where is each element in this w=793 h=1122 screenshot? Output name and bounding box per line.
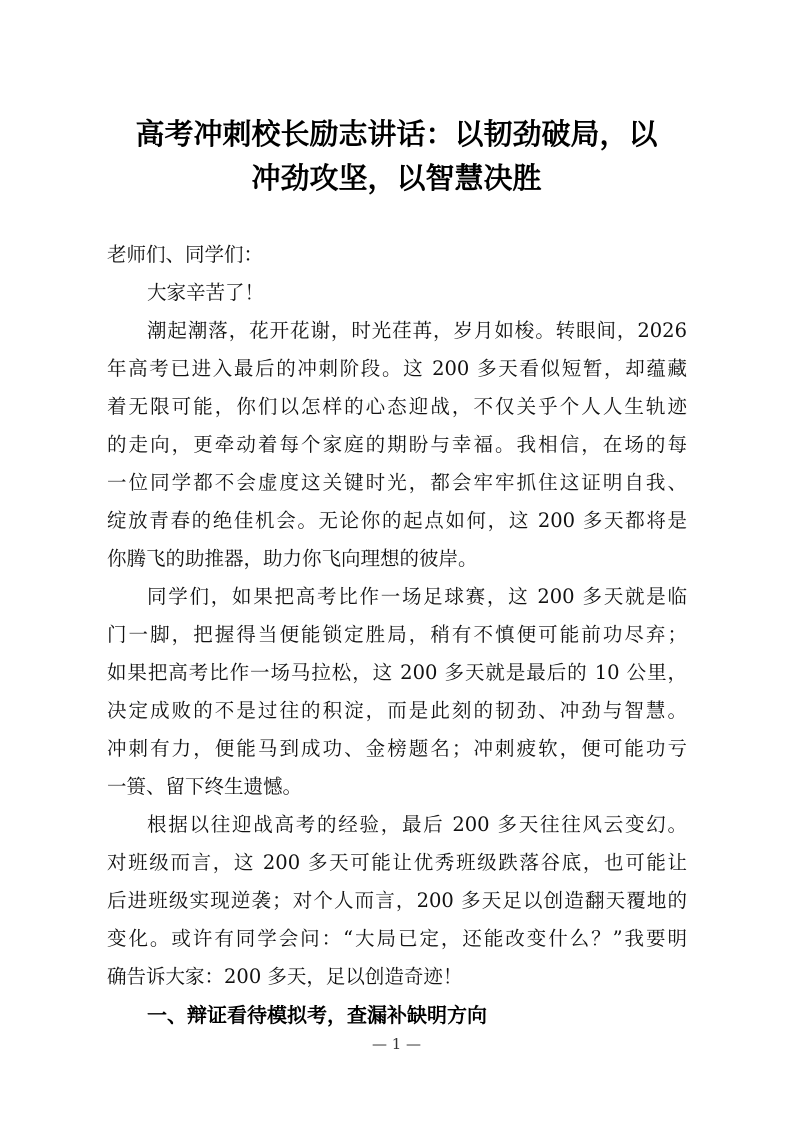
paragraph-1-line: 年高考已进入最后的冲刺阶段。这 200 多天看似短暂，却蕴藏: [107, 357, 687, 380]
paragraph-2-line: 决定成败的不是过往的积淀，而是此刻的韧劲、冲劲与智慧。: [107, 699, 687, 722]
paragraph-1-line: 着无限可能，你们以怎样的心态迎战，不仅关乎个人人生轨迹: [107, 395, 687, 418]
section-heading: 一、辩证看待模拟考，查漏补缺明方向: [147, 1003, 487, 1027]
paragraph-2-line: 门一脚，把握得当便能锁定胜局，稍有不慎便可能前功尽弃；: [107, 623, 687, 646]
paragraph-2-line: 如果把高考比作一场马拉松，这 200 多天就是最后的 10 公里，: [107, 661, 687, 684]
paragraph-3-line: 变化。或许有同学会问：“大局已定，还能改变什么？”我要明: [107, 927, 687, 950]
paragraph-3-line: 确告诉大家：200 多天，足以创造奇迹！: [107, 965, 463, 988]
paragraph-1-line: 绽放青春的绝佳机会。无论你的起点如何，这 200 多天都将是: [107, 509, 687, 532]
paragraph-1-line: 一位同学都不会虚度这关键时光，都会牢牢抓住这证明自我、: [107, 471, 687, 494]
greeting: 大家辛苦了！: [147, 281, 265, 304]
paragraph-1-line: 你腾飞的助推器，助力你飞向理想的彼岸。: [107, 547, 478, 570]
document-title-line-2: 冲劲攻坚，以智慧决胜: [251, 161, 542, 195]
document-title-line-1: 高考冲刺校长励志讲话：以韧劲破局，以: [135, 117, 658, 151]
paragraph-2-line: 一篑、留下终生遗憾。: [107, 775, 303, 798]
paragraph-1-line: 潮起潮落，花开花谢，时光荏苒，岁月如梭。转眼间，2026: [147, 319, 687, 342]
salutation: 老师们、同学们：: [107, 243, 264, 266]
paragraph-1-line: 的走向，更牵动着每个家庭的期盼与幸福。我相信，在场的每: [107, 433, 687, 456]
paragraph-3-line: 后进班级实现逆袭；对个人而言，200 多天足以创造翻天覆地的: [107, 889, 687, 912]
page-number: — 1 —: [371, 1035, 422, 1053]
paragraph-3-line: 对班级而言，这 200 多天可能让优秀班级跌落谷底，也可能让: [107, 851, 687, 874]
paragraph-3-line: 根据以往迎战高考的经验，最后 200 多天往往风云变幻。: [147, 813, 687, 836]
paragraph-2-line: 冲刺有力，便能马到成功、金榜题名；冲刺疲软，便可能功亏: [107, 737, 687, 760]
paragraph-2-line: 同学们，如果把高考比作一场足球赛，这 200 多天就是临: [147, 585, 687, 608]
